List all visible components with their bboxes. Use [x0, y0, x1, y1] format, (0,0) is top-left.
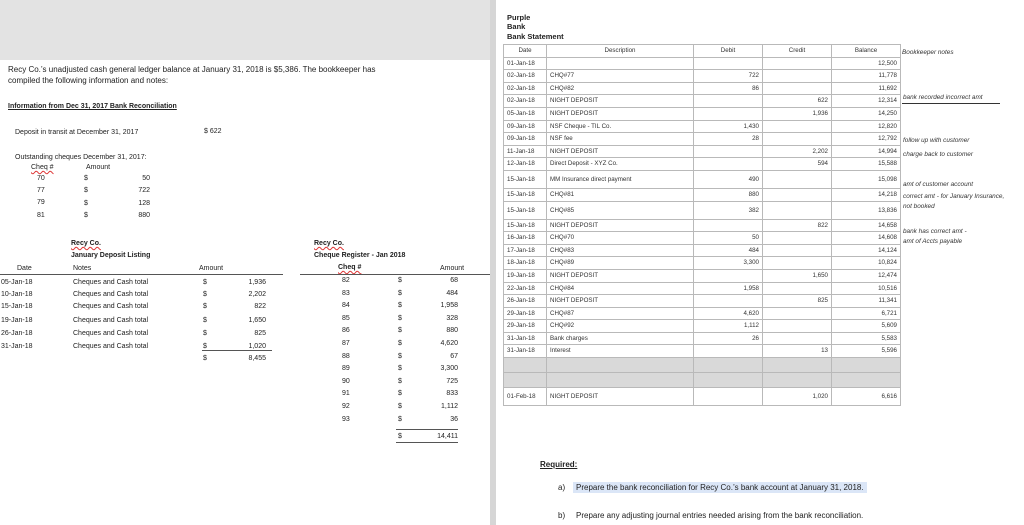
deposit-header-rule: [0, 274, 283, 275]
cheque-amount: 4,620: [440, 340, 458, 347]
bank-statement-title: Bank Statement: [507, 32, 564, 41]
bank-description: Direct Deposit - XYZ Co.: [547, 158, 694, 171]
cheque-total-rule: [396, 429, 458, 430]
note-bank-correct: bank has correct amt -: [903, 228, 967, 235]
bank-date: 09-Jan-18: [504, 120, 547, 133]
bank-credit: [763, 70, 832, 83]
bank-credit: [763, 188, 832, 201]
bank-table-row: [504, 133, 901, 146]
bank-balance: 5,583: [832, 332, 901, 345]
bank-balance: 11,778: [832, 70, 901, 83]
deposit-notes: Cheques and Cash total: [73, 279, 149, 286]
outstanding-cheq: 70: [37, 175, 45, 182]
bank-table-row: [504, 57, 901, 70]
bank-description: NIGHT DEPOSIT: [547, 107, 694, 120]
deposit-listing-title: January Deposit Listing: [71, 252, 151, 259]
cheque-cur: $: [398, 314, 402, 322]
bank-credit: [763, 170, 832, 188]
cheque-register-title: Cheque Register - Jan 2018: [314, 252, 406, 259]
bank-debit: [694, 219, 763, 232]
bank-debit: [694, 158, 763, 171]
bank-date: 18-Jan-18: [504, 257, 547, 270]
cheque-register-cheq-header: Cheq #: [338, 264, 362, 271]
bank-credit: [763, 332, 832, 345]
deposit-notes: Cheques and Cash total: [73, 330, 149, 337]
bank-balance: 14,658: [832, 219, 901, 232]
bank-credit: [763, 320, 832, 333]
bank-date: 16-Jan-18: [504, 232, 547, 245]
bank-description: CHQ#70: [547, 232, 694, 245]
deposit-amount: 1,650: [248, 317, 266, 324]
bank-date: 15-Jan-18: [504, 201, 547, 219]
deposit-notes: Cheques and Cash total: [73, 291, 149, 298]
bank-credit: [763, 282, 832, 295]
bank-credit-header: Credit: [763, 45, 832, 58]
bank-debit: [694, 107, 763, 120]
cheque-total-double-rule: [396, 442, 458, 443]
note-not-booked: not booked: [903, 203, 935, 210]
bank-credit: 1,020: [763, 388, 832, 406]
bank-debit: 3,300: [694, 257, 763, 270]
cheque-cur: $: [398, 377, 402, 385]
intro-line-2: compiled the following information and notes:: [8, 76, 169, 85]
bank-date: 09-Jan-18: [504, 133, 547, 146]
deposit-total-cur: $: [203, 355, 207, 362]
bank-table-row: [504, 332, 901, 345]
note-customer-account: amt of customer account: [903, 181, 973, 188]
deposit-date: 15-Jan-18: [1, 303, 33, 310]
gray-cell: [547, 358, 694, 373]
bank-table-row: [504, 345, 901, 358]
assignment-left-page: [0, 0, 490, 525]
required-a-label: a): [558, 483, 566, 492]
bank-table-row: [504, 282, 901, 295]
bank-date: 02-Jan-18: [504, 95, 547, 108]
outstanding-cur: $: [84, 212, 88, 219]
bank-credit: 594: [763, 158, 832, 171]
deposit-cur: $: [203, 291, 207, 298]
bank-debit: [694, 145, 763, 158]
cheque-number: 91: [342, 390, 350, 398]
bank-debit: 26: [694, 332, 763, 345]
bank-debit: 86: [694, 82, 763, 95]
bank-name-1: Purple: [507, 13, 531, 22]
bank-debit: 1,430: [694, 120, 763, 133]
deposit-notes: Cheques and Cash total: [73, 317, 149, 324]
deposit-date: 05-Jan-18: [1, 279, 33, 286]
deposit-cur: $: [203, 279, 207, 286]
deposit-transit-amount: $ 622: [204, 128, 222, 135]
bank-table-row: [504, 320, 901, 333]
required-title: Required:: [540, 460, 578, 469]
deposit-amount-header: Amount: [199, 265, 224, 272]
bank-balance: 10,824: [832, 257, 901, 270]
bank-date: 29-Jan-18: [504, 320, 547, 333]
deposit-listing-company: Recy Co.: [71, 240, 101, 247]
required-b-text: Prepare any adjusting journal entries needed arising from the bank reconciliation.: [576, 511, 864, 520]
bank-credit: [763, 133, 832, 146]
bank-debit: [694, 57, 763, 70]
bank-table-row: [504, 158, 901, 171]
bank-table-row: [504, 373, 901, 388]
cheque-cur: $: [398, 302, 402, 310]
bank-date: 05-Jan-18: [504, 107, 547, 120]
deposit-total: 8,455: [248, 355, 266, 362]
bank-date: 02-Jan-18: [504, 82, 547, 95]
bank-credit: [763, 82, 832, 95]
outstanding-amount-header: Amount: [86, 164, 111, 171]
bank-name-2: Bank: [507, 22, 526, 31]
bank-table-row: [504, 244, 901, 257]
gray-cell: [694, 373, 763, 388]
bank-debit: 484: [694, 244, 763, 257]
deposit-amount: 1,020: [248, 343, 266, 350]
bank-description: CHQ#85: [547, 201, 694, 219]
bank-table-row: [504, 295, 901, 308]
outstanding-cheq: 77: [37, 187, 45, 194]
bank-description: NIGHT DEPOSIT: [547, 219, 694, 232]
bank-debit: 880: [694, 188, 763, 201]
bank-date: 26-Jan-18: [504, 295, 547, 308]
gray-cell: [832, 358, 901, 373]
gray-cell: [763, 373, 832, 388]
cheque-cur: $: [398, 390, 402, 398]
note-incorrect-amount: bank recorded incorrect amt: [903, 94, 983, 101]
bank-date: 01-Jan-18: [504, 57, 547, 70]
bank-table-row: [504, 269, 901, 282]
outstanding-cur: $: [84, 175, 88, 182]
deposit-date-header: Date: [17, 265, 32, 272]
bank-balance: 15,588: [832, 158, 901, 171]
outstanding-label: Outstanding cheques December 31, 2017:: [15, 154, 147, 161]
bank-date: 15-Jan-18: [504, 188, 547, 201]
bank-table-row: [504, 95, 901, 108]
bank-balance: 12,500: [832, 57, 901, 70]
bank-debit: 722: [694, 70, 763, 83]
intro-tail: The bookkeeper has: [302, 65, 376, 74]
bank-table-row: [504, 201, 901, 219]
deposit-date: 10-Jan-18: [1, 291, 33, 298]
bank-balance: 14,250: [832, 107, 901, 120]
bank-date: 22-Jan-18: [504, 282, 547, 295]
bank-description: CHQ#83: [547, 244, 694, 257]
bank-balance: 14,608: [832, 232, 901, 245]
bank-credit: [763, 244, 832, 257]
bank-debit-header: Debit: [694, 45, 763, 58]
bank-description: [547, 57, 694, 70]
cheque-amount: 3,300: [440, 365, 458, 373]
cheque-cur: $: [398, 352, 402, 360]
cheque-amount: 1,112: [441, 403, 458, 410]
bank-balance: 14,994: [832, 145, 901, 158]
cheque-header-rule: [300, 274, 490, 275]
bank-debit: [694, 295, 763, 308]
deposit-cur: $: [203, 303, 207, 310]
bank-table-row: [504, 120, 901, 133]
required-a-text: Prepare the bank reconciliation for Recy Co.’s bank account at January 31, 2018.: [573, 482, 867, 493]
bank-debit: [694, 269, 763, 282]
note-charge-back: charge back to customer: [903, 151, 973, 158]
bank-description: Bank charges: [547, 332, 694, 345]
bank-date: 02-Jan-18: [504, 70, 547, 83]
outstanding-cur: $: [84, 200, 88, 207]
bank-credit: [763, 232, 832, 245]
bank-table-row: [504, 82, 901, 95]
bank-description: CHQ#92: [547, 320, 694, 333]
bank-date: 17-Jan-18: [504, 244, 547, 257]
bank-table-row: [504, 257, 901, 270]
bank-table-row: [504, 170, 901, 188]
outstanding-amt: 722: [138, 187, 150, 194]
bank-balance-header: Balance: [832, 45, 901, 58]
info-heading: Information from Dec 31, 2017 Bank Reconciliation: [8, 103, 177, 110]
cheque-total: 14,411: [437, 433, 458, 440]
bank-table-row: [504, 145, 901, 158]
bank-description-header: Description: [547, 45, 694, 58]
bank-table-row: [504, 70, 901, 83]
cheque-cur: $: [398, 403, 402, 410]
header-gray-band: [0, 0, 490, 60]
bank-table-row: [504, 232, 901, 245]
cheque-number: 90: [342, 377, 350, 385]
bank-credit: [763, 307, 832, 320]
bank-credit: 2,202: [763, 145, 832, 158]
bank-credit: 622: [763, 95, 832, 108]
bank-statement-table: [503, 44, 901, 406]
bank-debit: 1,958: [694, 282, 763, 295]
bank-credit: 1,650: [763, 269, 832, 282]
cheque-register-amount-header: Amount: [440, 265, 465, 272]
bank-balance: 6,616: [832, 388, 901, 406]
deposit-notes: Cheques and Cash total: [73, 303, 149, 310]
bank-table-row: [504, 45, 901, 58]
deposit-notes-header: Notes: [73, 265, 92, 272]
bank-description: CHQ#81: [547, 188, 694, 201]
bank-date: 11-Jan-18: [504, 145, 547, 158]
bank-credit: 13: [763, 345, 832, 358]
bank-credit: [763, 257, 832, 270]
cheque-cur: $: [398, 289, 402, 297]
cheque-number: 84: [342, 302, 350, 310]
deposit-amount: 1,936: [248, 279, 266, 286]
bank-date-header: Date: [504, 45, 547, 58]
cheque-cur: $: [398, 327, 402, 335]
bank-debit: 4,620: [694, 307, 763, 320]
bank-balance: 5,609: [832, 320, 901, 333]
bank-description: NIGHT DEPOSIT: [547, 388, 694, 406]
gray-cell: [504, 358, 547, 373]
bank-balance: 14,218: [832, 188, 901, 201]
cheque-number: 93: [342, 415, 350, 423]
outstanding-cur: $: [84, 187, 88, 194]
gray-cell: [763, 358, 832, 373]
bank-balance: 12,474: [832, 269, 901, 282]
note-correct-insurance: correct amt - for January Insurance,: [903, 193, 1005, 200]
cheque-number: 88: [342, 352, 350, 360]
bank-description: NSF Cheque - TIL Co.: [547, 120, 694, 133]
bank-description: CHQ#82: [547, 82, 694, 95]
outstanding-cheq: 79: [37, 199, 45, 206]
cheque-cur: $: [398, 365, 402, 373]
bank-credit: 825: [763, 295, 832, 308]
bank-date: 29-Jan-18: [504, 307, 547, 320]
cheque-cur: $: [398, 340, 402, 347]
bank-credit: 822: [763, 219, 832, 232]
bank-balance: 11,692: [832, 82, 901, 95]
bank-date: 19-Jan-18: [504, 269, 547, 282]
bank-table-row: [504, 307, 901, 320]
intro-text: Recy Co.’s unadjusted cash general ledger balance at January 31, 2018 is $5,386.: [8, 65, 301, 74]
deposit-date: 31-Jan-18: [1, 343, 33, 350]
cheque-number: 86: [342, 327, 350, 335]
gray-cell: [547, 373, 694, 388]
deposit-cur: $: [203, 343, 207, 350]
bank-debit: [694, 388, 763, 406]
cheque-number: 89: [342, 365, 350, 373]
bank-debit: [694, 95, 763, 108]
cheque-number: 82: [342, 277, 350, 284]
bank-date: 15-Jan-18: [504, 219, 547, 232]
bank-description: CHQ#84: [547, 282, 694, 295]
outstanding-cheq: 81: [37, 212, 45, 219]
intro-line-1: [8, 65, 376, 74]
cheque-cur: $: [398, 415, 402, 423]
bank-date: 12-Jan-18: [504, 158, 547, 171]
bank-date: 01-Feb-18: [504, 388, 547, 406]
note-rule: [902, 103, 1000, 104]
deposit-date: 19-Jan-18: [1, 317, 33, 324]
bank-debit: 50: [694, 232, 763, 245]
bank-description: NIGHT DEPOSIT: [547, 295, 694, 308]
cheque-amount: 725: [446, 377, 458, 385]
bank-balance: 5,596: [832, 345, 901, 358]
cheque-register-company: Recy Co.: [314, 240, 344, 247]
cheque-number: 85: [342, 314, 350, 322]
bank-description: NIGHT DEPOSIT: [547, 269, 694, 282]
bank-balance: 13,836: [832, 201, 901, 219]
bank-description: Interest: [547, 345, 694, 358]
bank-credit: 1,936: [763, 107, 832, 120]
cheque-amount: 36: [450, 415, 458, 423]
bank-table-row: [504, 107, 901, 120]
outstanding-amt: 880: [138, 212, 150, 219]
bank-description: NSF fee: [547, 133, 694, 146]
bank-date: 31-Jan-18: [504, 345, 547, 358]
bank-table-row: [504, 219, 901, 232]
bank-debit: 28: [694, 133, 763, 146]
bank-date: 31-Jan-18: [504, 332, 547, 345]
bank-table-row: [504, 358, 901, 373]
bank-balance: 6,721: [832, 307, 901, 320]
bank-debit: 382: [694, 201, 763, 219]
required-b-label: b): [558, 511, 566, 520]
deposit-cur: $: [203, 330, 207, 337]
bank-balance: 10,516: [832, 282, 901, 295]
bank-balance: 14,124: [832, 244, 901, 257]
bank-credit: [763, 201, 832, 219]
outstanding-amt: 50: [142, 175, 150, 182]
cheque-amount: 833: [446, 390, 458, 398]
note-follow-up: follow up with customer: [903, 137, 970, 144]
bank-table-row: [504, 188, 901, 201]
cheque-amount: 880: [446, 327, 458, 335]
bank-debit: [694, 345, 763, 358]
deposit-total-rule: [202, 350, 272, 351]
deposit-amount: 825: [254, 330, 266, 337]
bank-credit: [763, 57, 832, 70]
notes-header: Bookkeeper notes: [902, 49, 954, 56]
gray-cell: [832, 373, 901, 388]
deposit-date: 26-Jan-18: [1, 330, 33, 337]
cheque-number: 87: [342, 340, 350, 347]
bank-credit: [763, 120, 832, 133]
cheque-amount: 328: [446, 314, 458, 322]
cheque-number: 83: [342, 289, 350, 297]
bank-balance: 11,341: [832, 295, 901, 308]
deposit-notes: Cheques and Cash total: [73, 343, 149, 350]
bank-balance: 12,792: [832, 133, 901, 146]
bank-description: CHQ#77: [547, 70, 694, 83]
bank-description: MM Insurance direct payment: [547, 170, 694, 188]
note-accts-payable: amt of Accts payable: [903, 238, 963, 245]
cheque-amount: 67: [450, 352, 458, 360]
bank-description: CHQ#89: [547, 257, 694, 270]
outstanding-cheq-header: Cheq #: [31, 164, 54, 171]
cheque-cur: $: [398, 277, 402, 284]
cheque-amount: 484: [446, 289, 458, 297]
cheque-amount: 68: [450, 277, 458, 284]
deposit-amount: 2,202: [248, 291, 266, 298]
cheque-number: 92: [342, 403, 350, 410]
bank-description: CHQ#87: [547, 307, 694, 320]
bank-description: NIGHT DEPOSIT: [547, 95, 694, 108]
bank-debit: 490: [694, 170, 763, 188]
deposit-transit-label: Deposit in transit at December 31, 2017: [15, 129, 139, 136]
cheque-amount: 1,958: [440, 302, 458, 310]
deposit-amount: 822: [254, 303, 266, 310]
cheque-total-cur: $: [398, 433, 402, 440]
gray-cell: [504, 373, 547, 388]
outstanding-amt: 128: [138, 200, 150, 207]
bank-description: NIGHT DEPOSIT: [547, 145, 694, 158]
bank-table-row: [504, 388, 901, 406]
bank-debit: 1,112: [694, 320, 763, 333]
bank-balance: 15,098: [832, 170, 901, 188]
gray-cell: [694, 358, 763, 373]
bank-balance: 12,820: [832, 120, 901, 133]
bank-balance: 12,314: [832, 95, 901, 108]
bank-date: 15-Jan-18: [504, 170, 547, 188]
deposit-cur: $: [203, 317, 207, 324]
